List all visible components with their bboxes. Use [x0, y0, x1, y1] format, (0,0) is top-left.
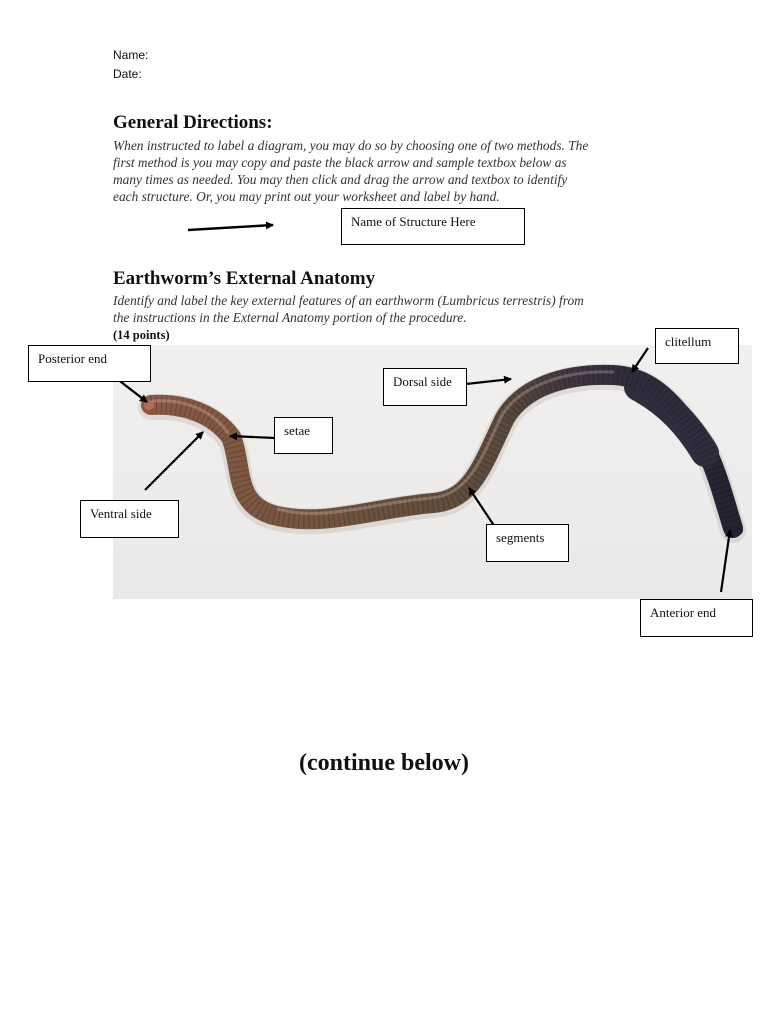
anterior-end-arrow-icon [721, 530, 730, 592]
instructions-line: Identify and label the key external features of an earthworm (Lumbricus terrestris) from [113, 293, 584, 308]
directions-line: first method is you may copy and paste the black arrow and sample textbox below as [113, 155, 567, 170]
sample-structure-textbox[interactable]: Name of Structure Here [341, 208, 525, 245]
label-segments[interactable]: segments [486, 524, 569, 562]
label-setae[interactable]: setae [274, 417, 333, 454]
points-value: (14 points) [113, 328, 170, 342]
clitellum-arrow-icon [632, 348, 648, 372]
instructions-line: the instructions in the External Anatomy portion of the procedure. [113, 310, 467, 325]
label-posterior-end[interactable]: Posterior end [28, 345, 151, 382]
label-ventral-side[interactable]: Ventral side [80, 500, 179, 538]
label-clitellum[interactable]: clitellum [655, 328, 739, 364]
name-field-label: Name: [113, 48, 149, 62]
general-directions-heading: General Directions: [113, 112, 273, 133]
directions-line: When instructed to label a diagram, you may do so by choosing one of two methods. The [113, 138, 589, 153]
anatomy-heading: Earthworm’s External Anatomy [113, 268, 376, 289]
label-anterior-end[interactable]: Anterior end [640, 599, 753, 637]
dorsal-side-arrow-icon [466, 379, 511, 384]
continue-below-text: (continue below) [299, 750, 469, 776]
directions-line: each structure. Or, you may print out your worksheet and label by hand. [113, 189, 500, 204]
ventral-side-arrow-icon [145, 432, 203, 490]
label-dorsal-side[interactable]: Dorsal side [383, 368, 467, 406]
directions-line: many times as needed. You may then click and drag the arrow and textbox to identify [113, 172, 568, 187]
setae-arrow-icon [230, 436, 275, 438]
date-field-label: Date: [113, 67, 142, 81]
